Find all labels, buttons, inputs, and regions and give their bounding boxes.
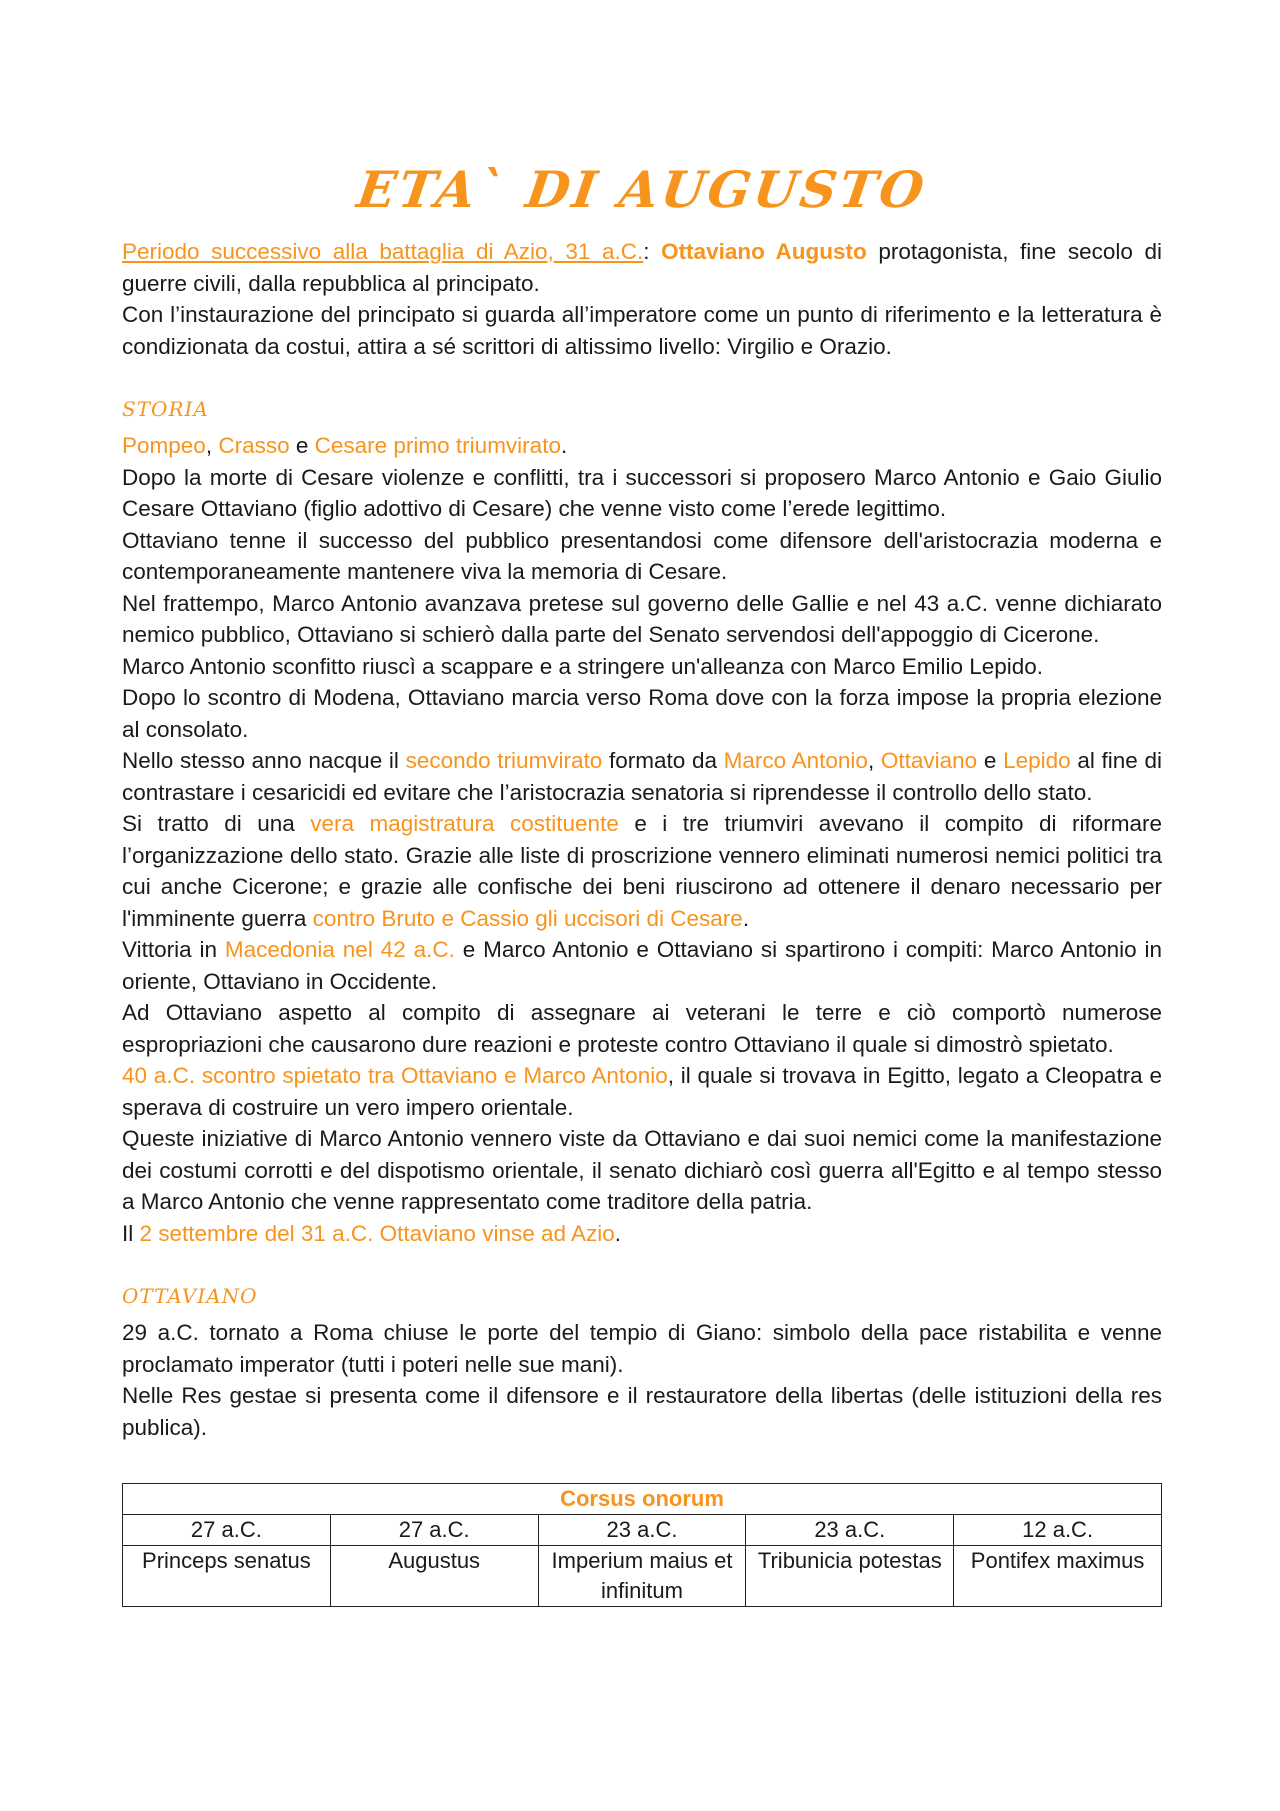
page-title: ETA` DI AUGUSTO [353, 160, 931, 219]
azio-link[interactable]: Periodo successivo alla battaglia di Azio, 31 a.C. [122, 239, 644, 264]
table-row-titles [123, 1546, 1162, 1607]
intro-paragraph-1: Periodo successivo alla battaglia di Azio, 31 a.C.: Ottaviano Augusto protagonista, fine secolo di guerre civili, dalla repubblica al principato. [122, 239, 1162, 296]
storia-paragraph-12: Queste iniziative di Marco Antonio vennero viste da Ottaviano e dai suoi nemici come la manifestazione dei costumi corrotti e del dispotismo orientale, il senato dichiarò così guerra all'Egitto e al tempo stesso a Marco Antonio che venne rappresentato come traditore della patria. [122, 1126, 1162, 1214]
storia-paragraph-2: Dopo la morte di Cesare violenze e conflitti, tra i successori si proposero Marco Antonio e Gaio Giulio Cesare Ottaviano (figlio adottivo di Cesare) che venne visto come l’erede legittimo. [122, 464, 1162, 521]
storia-line-1: Pompeo, Crasso e Cesare primo triumvirato. [122, 433, 568, 458]
table-header: Corsus onorum [123, 1484, 1162, 1515]
table-header-row [123, 1484, 1162, 1515]
table-cell-year: 27 a.C. [330, 1515, 538, 1546]
ottaviano-paragraph-2: Nelle Res gestae si presenta come il difensore e il restauratore della libertas (delle istituzioni della res publica). [122, 1383, 1162, 1440]
storia-paragraph-6: Dopo lo scontro di Modena, Ottaviano marcia verso Roma dove con la forza impose la propria elezione al consolato. [122, 685, 1162, 742]
table-cell-year: 23 a.C. [538, 1515, 746, 1546]
table-cell-title: Imperium maius et infinitum [538, 1546, 746, 1607]
corsus-onorum-table [122, 1483, 1162, 1607]
storia-paragraph-11: 40 a.C. scontro spietato tra Ottaviano e Marco Antonio, il quale si trovava in Egitto, legato a Cleopatra e sperava di costruire un vero impero orientale. [122, 1063, 1162, 1120]
storia-paragraph-8: Si tratto di una vera magistratura costituente e i tre triumviri avevano il compito di riformare l’organizzazione dello stato. Grazie alle liste di proscrizione vennero eliminati numerosi nemici politici tra cui anche Cicerone; e grazie alle confische dei beni riuscirono ad ottenere il denaro necessario per l'imminente guerra contro Bruto e Cassio gli uccisori di Cesare. [122, 811, 1163, 931]
table-cell-title: Pontifex maximus [954, 1546, 1162, 1607]
document-page [122, 160, 1162, 1607]
table-cell-title: Tribunicia potestas [746, 1546, 954, 1607]
storia-paragraph-5: Marco Antonio sconfitto riuscì a scappare e a stringere un'alleanza con Marco Emilio Lepido. [122, 653, 1044, 679]
storia-paragraph-13: Il 2 settembre del 31 a.C. Ottaviano vinse ad Azio. [122, 1220, 622, 1246]
table-cell-title: Princeps senatus [123, 1546, 331, 1607]
section-heading-storia: STORIA [122, 397, 209, 421]
storia-paragraph-9: Vittoria in Macedonia nel 42 a.C. e Marco Antonio e Ottaviano si spartirono i compiti: Marco Antonio in oriente, Ottaviano in Occidente. [122, 937, 1162, 994]
table-cell-title: Augustus [330, 1546, 538, 1607]
storia-paragraph-7: Nello stesso anno nacque il secondo triumvirato formato da Marco Antonio, Ottaviano e Lepido al fine di contrastare i cesaricidi ed evitare che l’aristocrazia senatoria si riprendesse il controllo dello stato. [122, 748, 1162, 805]
table-cell-year: 23 a.C. [746, 1515, 954, 1546]
storia-paragraph-4: Nel frattempo, Marco Antonio avanzava pretese sul governo delle Gallie e nel 43 a.C. venne dichiarato nemico pubblico, Ottaviano si schierò dalla parte del Senato servendosi dell'appoggio di Cicerone. [122, 590, 1162, 647]
section-heading-ottaviano: OTTAVIANO [122, 1284, 258, 1308]
ottaviano-paragraph-1: 29 a.C. tornato a Roma chiuse le porte del tempio di Giano: simbolo della pace ristabilita e venne proclamato imperator (tutti i poteri nelle sue mani). [122, 1320, 1162, 1377]
table-cell-year: 12 a.C. [954, 1515, 1162, 1546]
table-cell-year: 27 a.C. [123, 1515, 331, 1546]
table-row-years [123, 1515, 1162, 1546]
intro-paragraph-2: Con l’instaurazione del principato si guarda all’imperatore come un punto di riferimento e la letteratura è condizionata da costui, attira a sé scrittori di altissimo livello: Virgilio e Orazio. [122, 302, 1162, 359]
ottaviano-augusto-highlight: Ottaviano Augusto [661, 239, 867, 264]
storia-paragraph-3: Ottaviano tenne il successo del pubblico presentandosi come difensore dell'aristocrazia moderna e contemporaneamente mantenere viva la memoria di Cesare. [122, 527, 1162, 584]
storia-paragraph-10: Ad Ottaviano aspetto al compito di assegnare ai veterani le terre e ciò comportò numerose espropriazioni che causarono dure reazioni e proteste contro Ottaviano il quale si dimostrò spietato. [122, 1000, 1162, 1057]
